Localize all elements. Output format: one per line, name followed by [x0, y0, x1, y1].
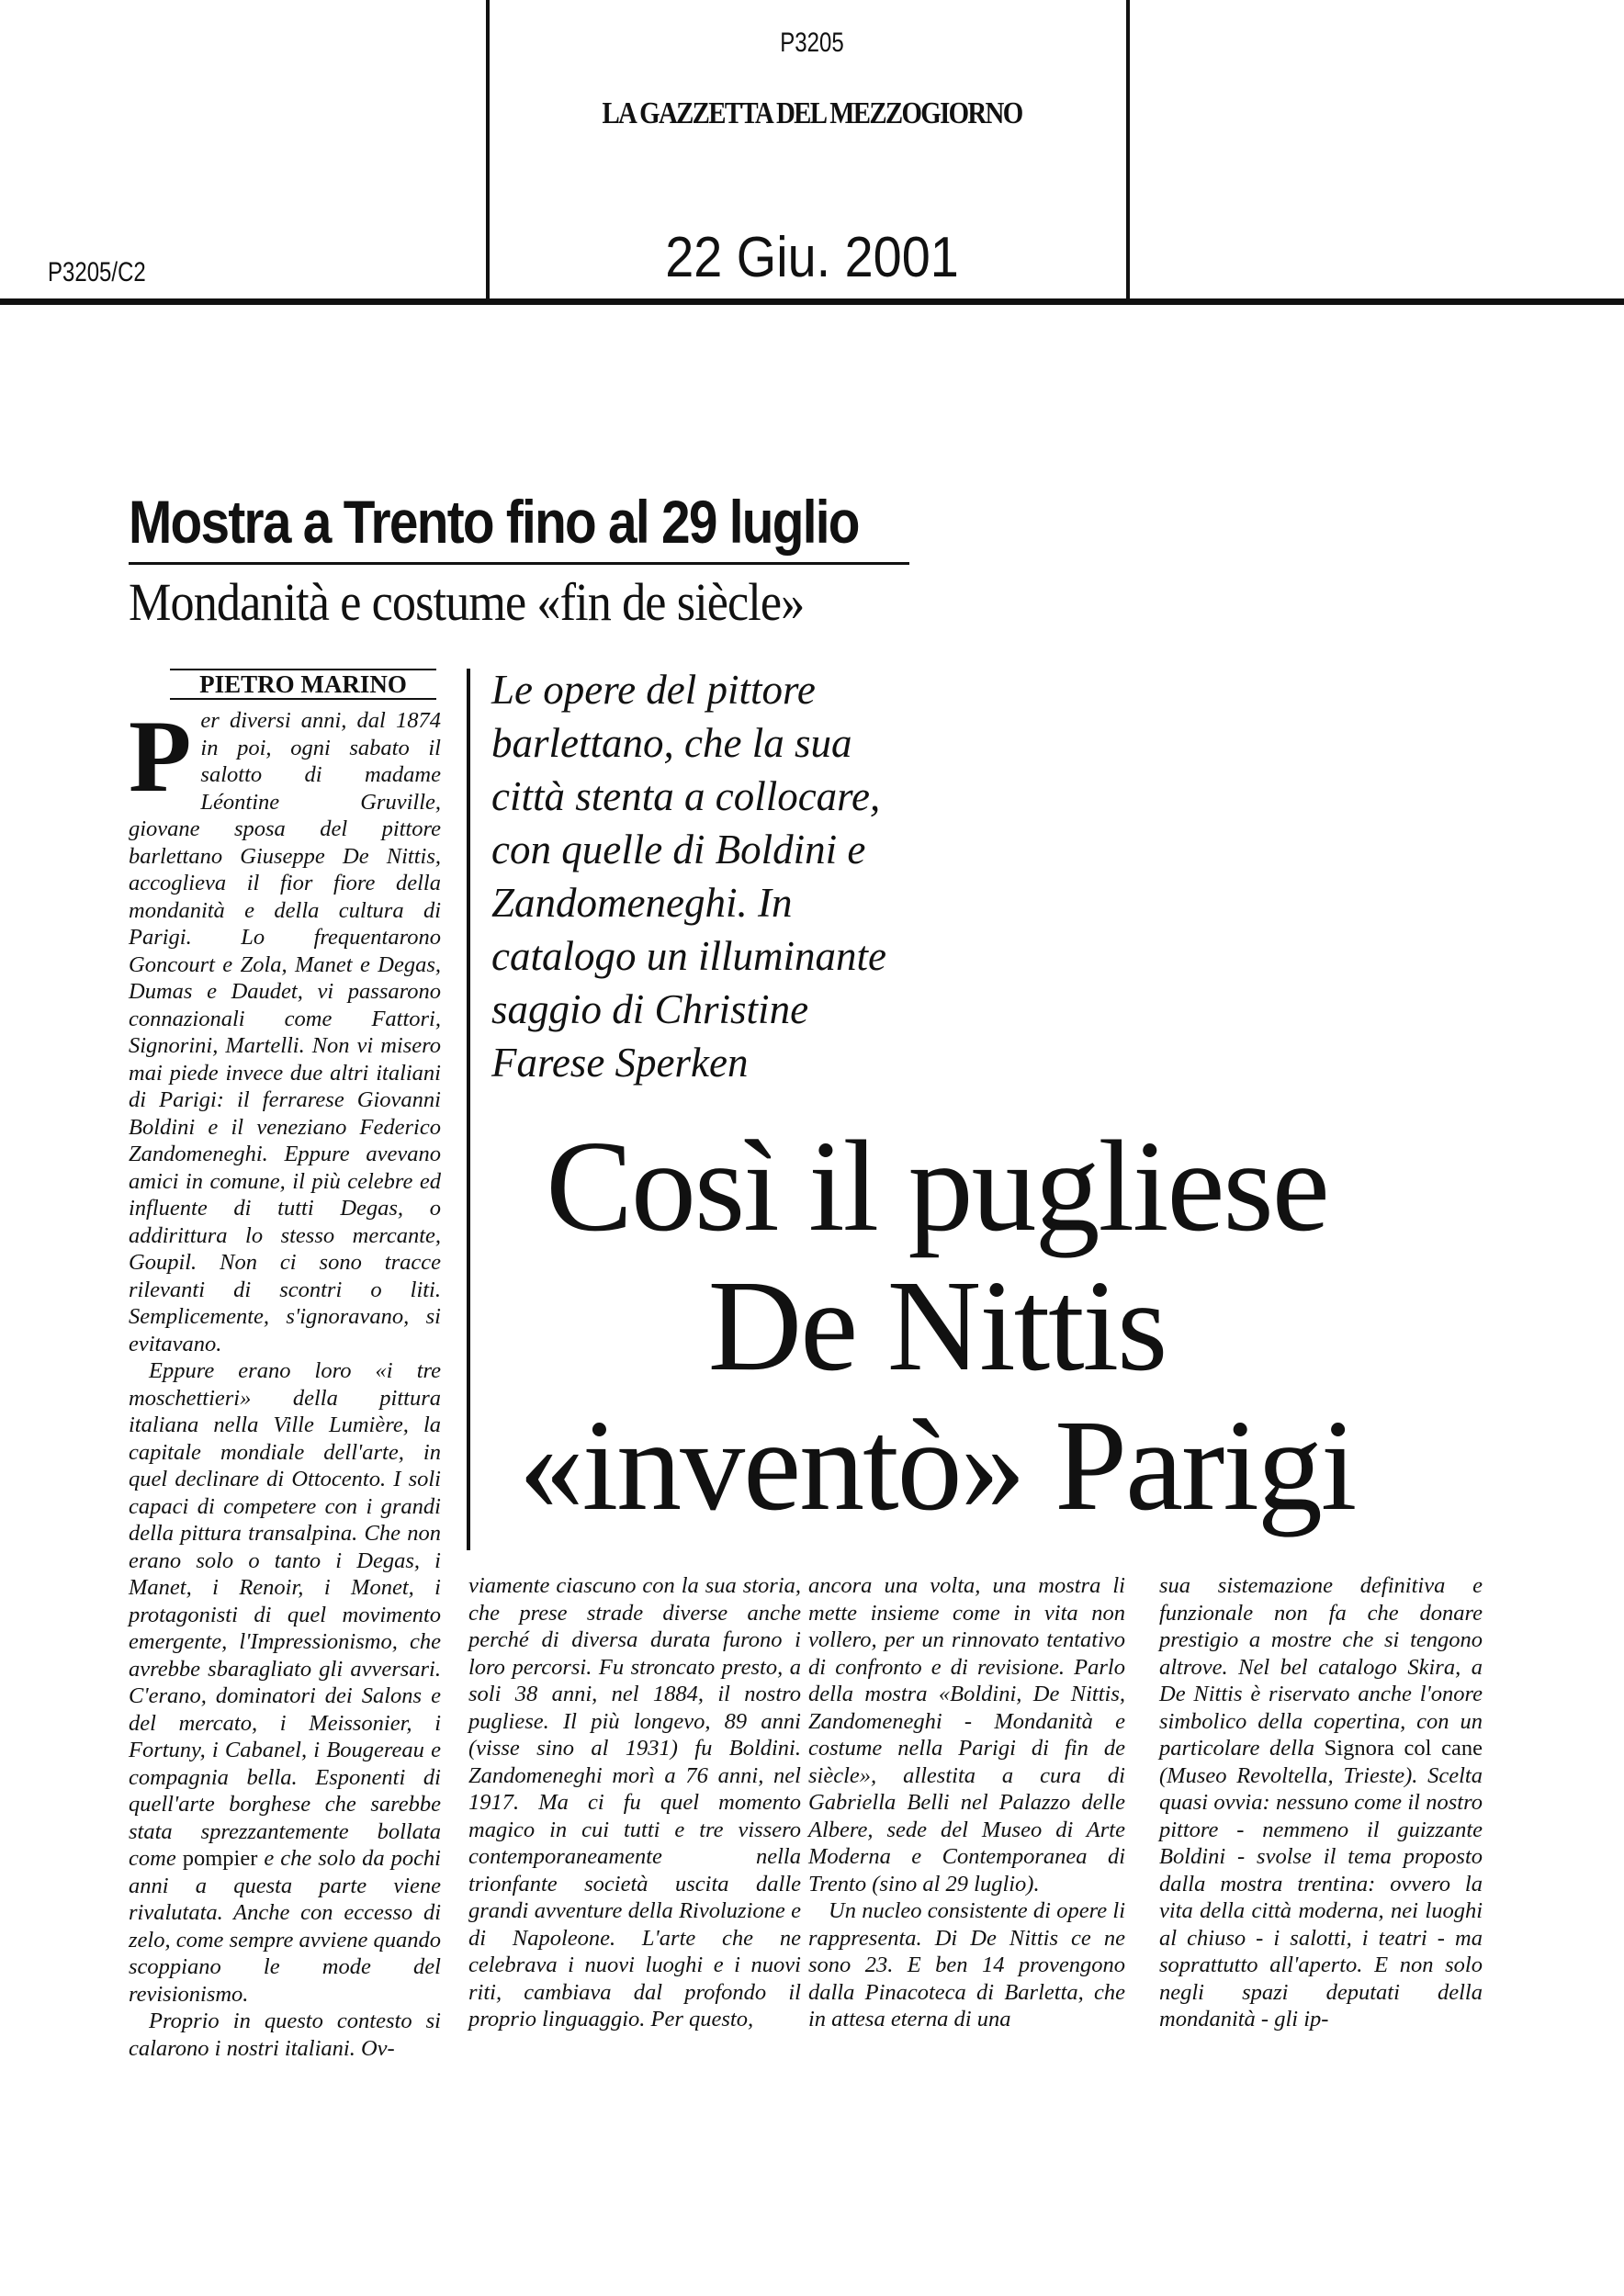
byline: PIETRO MARINO	[170, 669, 436, 700]
paragraph-text: e che solo da pochi anni a questa parte viene rivalutata. Anche con eccesso di zelo, come sempre avviene quando scoppiano le mode del revisionismo.	[129, 1846, 441, 2007]
article-column-2	[468, 1572, 801, 2033]
article-column-1	[129, 700, 441, 2062]
term-pompier: pompier	[182, 1846, 258, 1871]
paragraph-text: (Museo Revoltella, Trieste). Scelta quasi ovvia: nessuno come il nostro pittore - nemmeno il guizzante Boldini - svolse il tema proposto dalla mostra trentina: ovvero la vita della città moderna, nei luoghi al chiuso - i salotti, i teatri - ma soprattutto all'aperto. E non solo negli spazi deputati della mondanità - gli ip-	[1159, 1762, 1483, 2032]
paragraph: Un nucleo consistente di opere li rappresenta. Di De Nittis ce ne sono 23. E ben 14 provengono dalla Pinacoteca di Barletta, che in attesa eterna di una	[808, 1898, 1125, 2032]
clipping-code: P3205/C2	[48, 257, 146, 287]
deck-rule	[467, 669, 470, 1550]
archive-code: P3205	[780, 28, 844, 58]
paragraph-text: er diversi anni, dal 1874 in poi, ogni sabato il salotto di madame Léontine Gruville, giovane sposa del pittore barlettano Giuseppe De Nittis, accoglieva il fior fiore della mondanità e della cultura di Parigi. Lo frequentarono Goncourt e Zola, Manet e Degas, Dumas e Daudet, vi passarono connazionali come Fattori, Signorini, Martelli. Non vi misero mai piede invece due altri italiani di Parigi: il ferrarese Giovanni Boldini e il veneziano Federico Zandomeneghi. Eppure avevano amici in comune, il più celebre ed influente di tutti Degas, o addirittura lo stesso mercante, Goupil. Non ci sono tracce rilevanti di scontri o liti. Semplicemente, s'ignoravano, si evitavano.	[129, 708, 441, 1356]
headline-line: «inventò» Parigi	[518, 1392, 1356, 1537]
paragraph: viamente ciascuno con la sua storia, che prese strade diverse anche perché di diversa durata furono i loro percorsi. Fu stroncato presto, a soli 38 anni, nel 1884, il nostro pugliese. Il più longevo, 89 anni (visse sino al 1931) fu Boldini. Zandomeneghi morì a 76 anni, nel 1917. Ma ci fu quel momento magico in cui tutti e tre vissero contemporaneamente nella trionfante società uscita dalle grandi avventure della Rivoluzione e di Napoleone. L'arte che ne celebrava i nuovi luoghi e i nuovi riti, cambiava dal profondo il proprio linguaggio. Per questo,	[468, 1573, 801, 2032]
artwork-title: Signora col cane	[1324, 1736, 1483, 1761]
newspaper-masthead: LA GAZZETTA DEL MEZZOGIORNO	[602, 96, 1022, 130]
paragraph	[129, 1357, 441, 2008]
header-bottom-rule	[0, 298, 1624, 305]
paragraph: ancora una volta, una mostra li mette insieme come in vita non vollero, per un rinnovato tentativo di confronto e di revisione. Parlo della mostra «Boldini, De Nittis, Zandomeneghi - Mondanità e costume nella Parigi di fin de siècle», allestita a cura di Gabriella Belli nel Palazzo delle Albere, sede del Museo di Arte Moderna e Contemporanea di Trento (sino al 29 luglio).	[808, 1573, 1125, 1896]
article-subtitle: Mondanità e costume «fin de siècle»	[129, 572, 805, 632]
publication-date: 22 Giu. 2001	[665, 226, 959, 289]
paragraph-text: sua sistemazione definitiva e funzionale non fa che donare prestigio a mostre che si tengono altrove. Nel bel catalogo Skira, a De Nittis è riservato anche l'onore simbolico della copertina, con un particolare della	[1159, 1573, 1483, 1761]
article-deck: Le opere del pittore barlettano, che la sua città stenta a collocare, con quelle di Boldini e Zandomeneghi. In catalogo un illuminante saggio di Christine Farese Sperken	[491, 667, 886, 1086]
article-column-4	[1159, 1572, 1483, 2033]
headline-line: Così il pugliese	[546, 1113, 1328, 1258]
headline-line: De Nittis	[707, 1253, 1167, 1398]
paragraph	[129, 700, 441, 1357]
article-headline	[478, 1113, 1396, 1537]
article-column-3	[808, 1572, 1125, 2033]
paragraph: Proprio in questo contesto si calarono i nostri italiani. Ov-	[129, 2009, 441, 2061]
paragraph	[1159, 1572, 1483, 2033]
article-kicker: Mostra a Trento fino al 29 luglio	[129, 488, 859, 556]
paragraph-text: Eppure erano loro «i tre moschettieri» della pittura italiana nella Ville Lumière, la capitale mondiale dell'arte, in quel declinare di Ottocento. I soli capaci di competere con i grandi della pittura transalpina. Che non erano solo o tanto i Degas, i Manet, i Renoir, i Monet, i protagonisti di quel movimento emergente, l'Impressionismo, che avrebbe sbaragliato gli avversari. C'erano, dominatori dei Salons e del mercato, i Meissonier, i Fortuny, i Cabanel, i Bougereau e compagnia bella. Esponenti di quell'arte borghese che sarebbe stata sprezzantemente bollata come	[129, 1358, 441, 1871]
drop-cap: P	[129, 700, 192, 814]
kicker-rule	[129, 562, 909, 565]
